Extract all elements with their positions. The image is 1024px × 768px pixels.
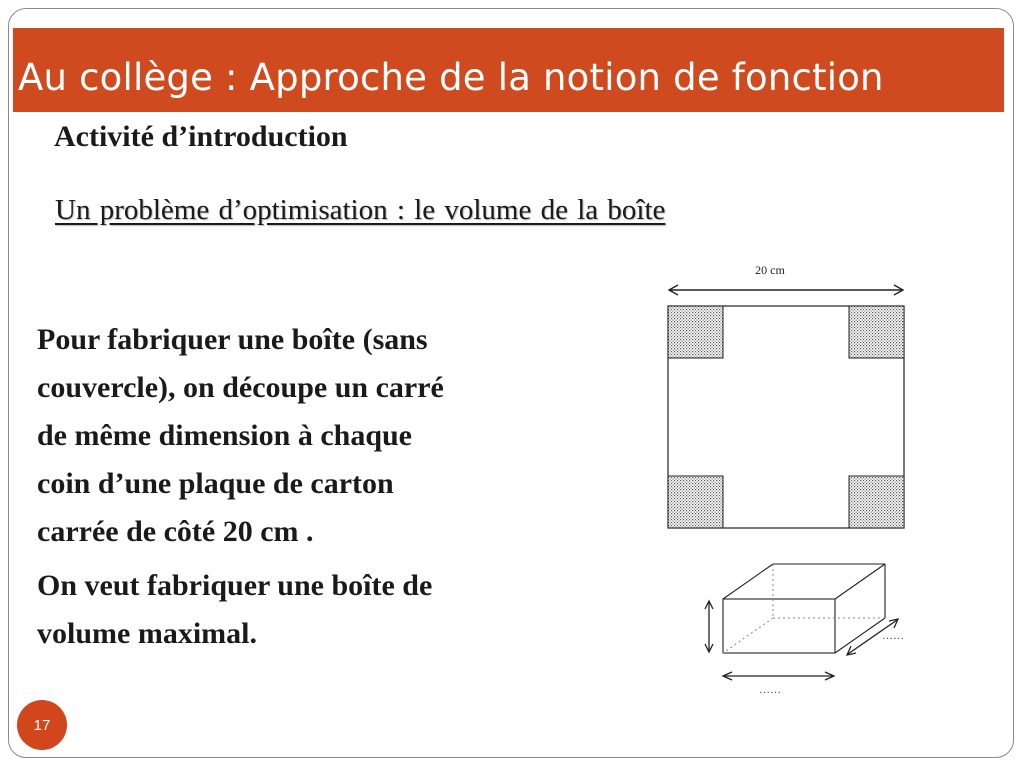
box-diagram [650,258,930,698]
box-width-dimension-arrow [723,672,834,680]
open-box-hidden-edges [723,564,885,653]
corner-square-bottom-left [668,476,723,528]
page-number-badge: 17 [17,700,67,750]
slide-title: Au collège : Approche de la notion de fonction [18,56,884,99]
width-label: 20 cm [755,263,785,277]
problem-title: Un problème d’optimisation : le volume de la boîte [55,194,666,226]
activity-subtitle: Activité d’introduction [54,120,348,153]
corner-square-top-left [668,306,723,358]
problem-statement [37,316,612,658]
paragraph-goal: On veut fabriquer une boîte de volume maximal. [37,569,433,650]
box-width-label: …… [759,684,781,696]
corner-square-bottom-right [849,476,904,528]
width-dimension-arrow [669,285,903,295]
height-dimension-arrow [705,601,713,652]
depth-label: …… [882,630,904,642]
paragraph-instructions: Pour fabriquer une boîte (sans couvercle), on découpe un carré de même dimension à chaque coin d’une plaque de carton carrée de côté 20 cm . [37,323,444,548]
open-box-drawing [723,564,885,653]
corner-square-top-right [849,306,904,358]
